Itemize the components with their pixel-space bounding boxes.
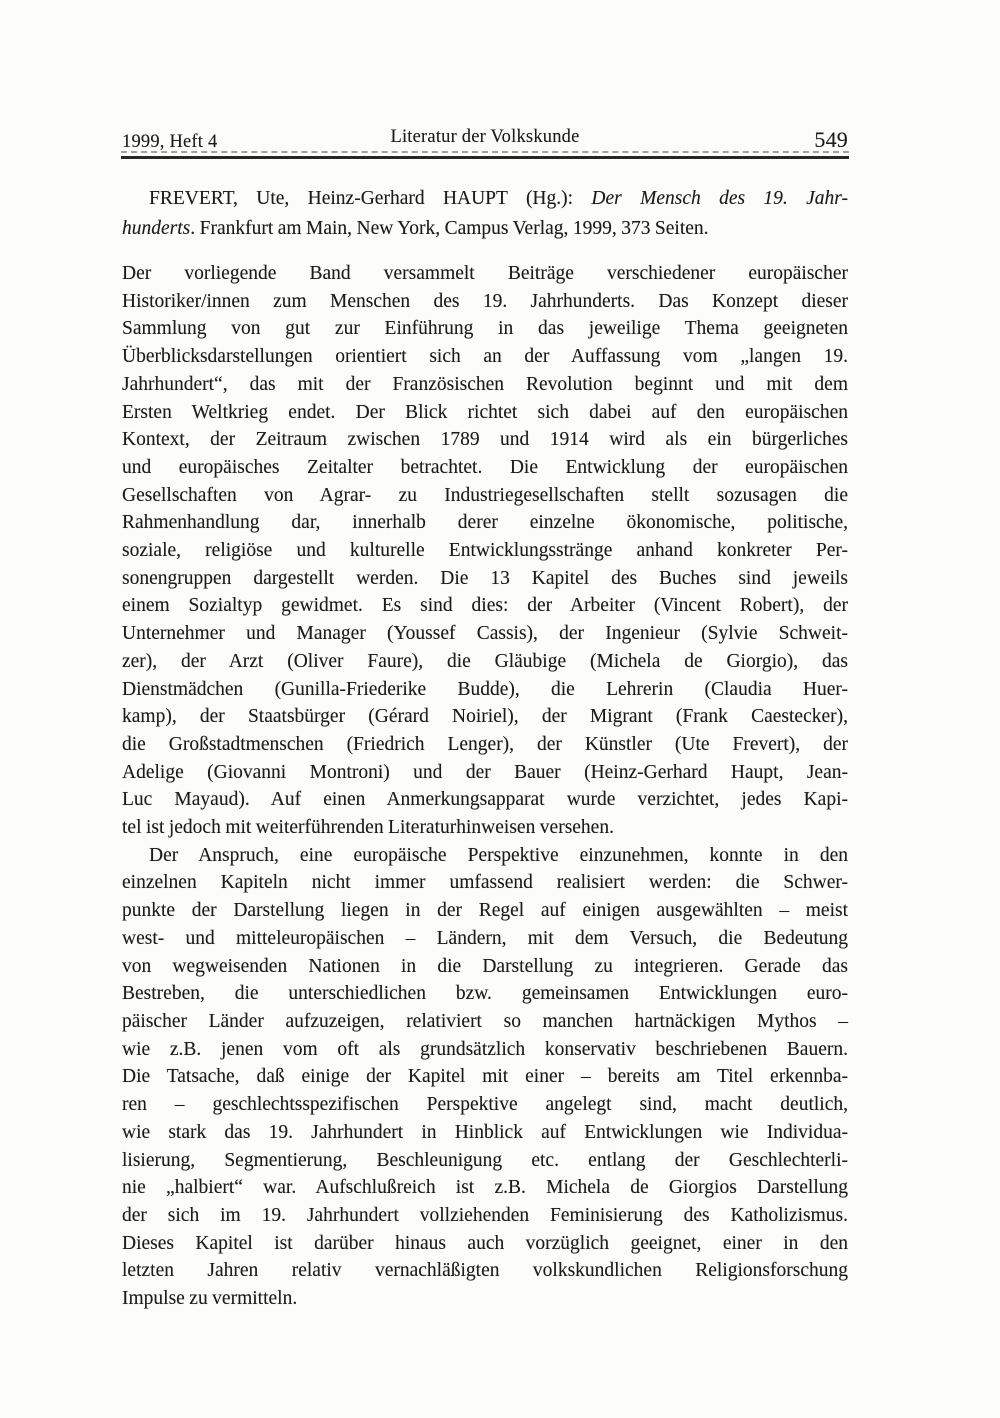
- text-line: einzelnen Kapiteln nicht immer umfassend realisiert werden: die Schwer-: [122, 872, 848, 894]
- citation-line: [122, 214, 848, 244]
- text-line: nie „halbiert“ war. Aufschlußreich ist z.B. Michela de Giorgios Darstellung: [122, 1177, 848, 1199]
- book-title-segment: Der Mensch des 19. Jahr-: [591, 188, 848, 209]
- text-line: Dienstmädchen (Gunilla-Friederike Budde), die Lehrerin (Claudia Huer-: [122, 678, 848, 700]
- page-header: [122, 127, 848, 153]
- text-line: Ersten Weltkrieg endet. Der Blick richtet sich dabei auf den europäischen: [122, 401, 848, 423]
- text-line: päischer Länder aufzuzeigen, relativiert so manchen hartnäckigen Mythos –: [122, 1010, 848, 1032]
- text-line: Die Tatsache, daß einige der Kapitel mit einer – bereits am Titel erkennba-: [122, 1066, 848, 1088]
- text-line: Der Anspruch, eine europäische Perspektive einzunehmen, konnte in den: [149, 844, 848, 866]
- text-line: punkte der Darstellung liegen in der Regel auf einigen ausgewählten – meist: [122, 900, 848, 922]
- citation-segment: FREVERT, Ute, Heinz-Gerhard HAUPT (Hg.):: [149, 188, 592, 209]
- text-line: Jahrhundert“, das mit der Französischen Revolution beginnt und mit dem: [122, 373, 848, 395]
- book-citation: [122, 184, 848, 244]
- text-line: zer), der Arzt (Oliver Faure), die Gläubige (Michela de Giorgio), das: [122, 650, 848, 672]
- text-line: Kontext, der Zeitraum zwischen 1789 und 1914 wird als ein bürgerliches: [122, 429, 848, 451]
- text-line: Unternehmer und Manager (Youssef Cassis), der Ingenieur (Sylvie Schweit-: [122, 623, 848, 645]
- review-body-text: [122, 260, 848, 1313]
- text-line: der sich im 19. Jahrhundert vollziehenden Feminisierung des Katholizismus.: [122, 1204, 848, 1226]
- text-line: Adelige (Giovanni Montroni) und der Bauer (Heinz-Gerhard Haupt, Jean-: [122, 761, 848, 783]
- text-line: tel ist jedoch mit weiterführenden Literaturhinweisen versehen.: [122, 817, 614, 839]
- text-line: die Großstadtmenschen (Friedrich Lenger), der Künstler (Ute Frevert), der: [122, 733, 848, 755]
- text-line: lisierung, Segmentierung, Beschleunigung etc. entlang der Geschlechterli-: [122, 1149, 848, 1171]
- text-line: von wegweisenden Nationen in die Darstellung zu integrieren. Gerade das: [122, 955, 848, 977]
- text-line: Rahmenhandlung dar, innerhalb derer einzelne ökonomische, politische,: [122, 512, 848, 534]
- text-line: Historiker/innen zum Menschen des 19. Jahrhunderts. Das Konzept dieser: [122, 290, 848, 312]
- text-line: kamp), der Staatsbürger (Gérard Noiriel), der Migrant (Frank Caestecker),: [122, 706, 848, 728]
- text-line: west- und mitteleuropäischen – Ländern, mit dem Versuch, die Bedeutung: [122, 927, 848, 949]
- text-line: Dieses Kapitel ist darüber hinaus auch vorzüglich geeignet, einer in den: [122, 1232, 848, 1254]
- text-line: letzten Jahren relativ vernachläßigten volkskundlichen Religionsforschung: [122, 1260, 848, 1282]
- text-line: Sammlung von gut zur Einführung in das jeweilige Thema geeigneten: [122, 318, 848, 340]
- text-line: Luc Mayaud). Auf einen Anmerkungsapparat wurde verzichtet, jedes Kapi-: [122, 789, 848, 811]
- journal-issue: 1999, Heft 4: [122, 132, 218, 152]
- text-line: Überblicksdarstellungen orientiert sich an der Auffassung vom „langen 19.: [122, 346, 848, 368]
- book-title-segment: hunderts: [122, 218, 191, 239]
- text-line: Bestreben, die unterschiedlichen bzw. gemeinsamen Entwicklungen euro-: [122, 983, 848, 1005]
- text-line: einem Sozialtyp gewidmet. Es sind dies: der Arbeiter (Vincent Robert), der: [122, 595, 848, 617]
- text-line: Impulse zu vermitteln.: [122, 1288, 298, 1310]
- text-line: Der vorliegende Band versammelt Beiträge verschiedener europäischer: [122, 263, 848, 284]
- header-rule: [121, 151, 849, 159]
- text-line: Gesellschaften von Agrar- zu Industriegesellschaften stellt sozusagen die: [122, 484, 848, 506]
- page-number: 549: [814, 127, 848, 152]
- citation-line: [122, 184, 848, 214]
- text-line: sonengruppen dargestellt werden. Die 13 Kapitel des Buches sind jeweils: [122, 567, 848, 589]
- text-line: ren – geschlechtsspezifischen Perspektive angelegt sind, macht deutlich,: [122, 1094, 848, 1116]
- text-line: wie stark das 19. Jahrhundert in Hinblick auf Entwicklungen wie Individua-: [122, 1121, 848, 1143]
- text-line: soziale, religiöse und kulturelle Entwicklungsstränge anhand konkreter Per-: [122, 540, 848, 562]
- journal-section-title: Literatur der Volkskunde: [390, 127, 580, 147]
- citation-segment: . Frankfurt am Main, New York, Campus Verlag, 1999, 373 Seiten.: [190, 218, 709, 239]
- text-line: wie z.B. jenen vom oft als grundsätzlich konservativ beschriebenen Bauern.: [122, 1038, 848, 1060]
- text-line: und europäisches Zeitalter betrachtet. Die Entwicklung der europäischen: [122, 456, 848, 478]
